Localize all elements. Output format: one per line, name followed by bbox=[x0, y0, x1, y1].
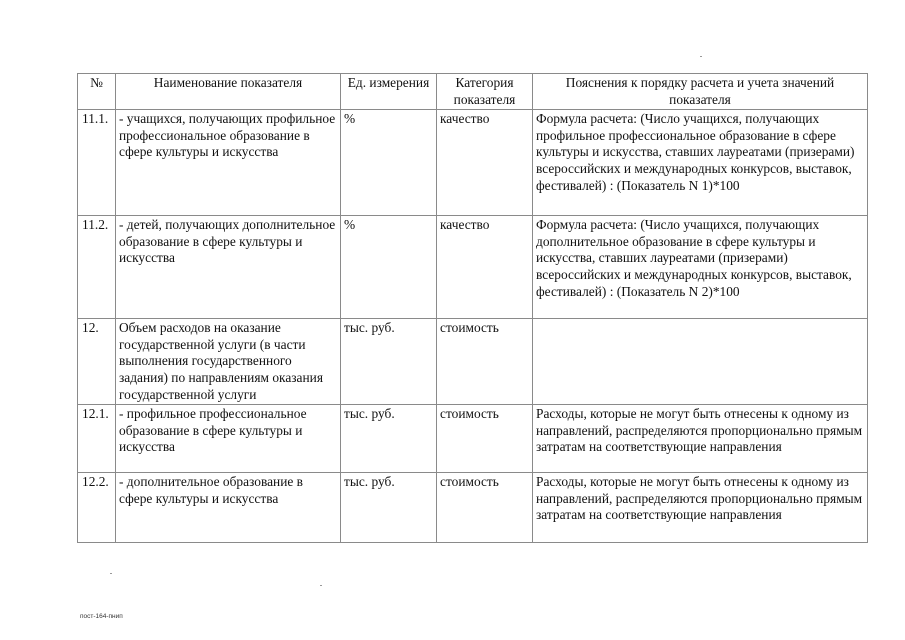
indicators-table bbox=[77, 73, 868, 543]
row-indicator-name: - детей, получающих дополнительное образование в сфере культуры и искусства bbox=[116, 216, 341, 319]
row-category: качество bbox=[437, 216, 533, 319]
row-unit: % bbox=[341, 110, 437, 216]
header-explanation: Пояснения к порядку расчета и учета значений показателя bbox=[533, 74, 868, 110]
header-number: № bbox=[78, 74, 116, 110]
table-header-row bbox=[78, 74, 868, 110]
scan-speck bbox=[700, 56, 702, 57]
header-indicator-name: Наименование показателя bbox=[116, 74, 341, 110]
row-explanation: Расходы, которые не могут быть отнесены к одному из направлений, распределяются пропорционально прямым затратам на соответствующие направления bbox=[533, 405, 868, 473]
row-number: 12.1. bbox=[78, 405, 116, 473]
row-explanation: Формула расчета: (Число учащихся, получающих дополнительное образование в сфере культуры и искусства, ставших лауреатами (призерами) всероссийских и международных конкурсов, выставок, фестивалей) : (Показатель N 2)*100 bbox=[533, 216, 868, 319]
row-unit: % bbox=[341, 216, 437, 319]
row-unit: тыс. руб. bbox=[341, 473, 437, 543]
row-indicator-name: Объем расходов на оказание государственной услуги (в части выполнения государственного задания) по направлениям оказания государственной услуги bbox=[116, 319, 341, 405]
row-number: 11.1. bbox=[78, 110, 116, 216]
row-category: стоимость bbox=[437, 405, 533, 473]
row-explanation bbox=[533, 319, 868, 405]
row-category: качество bbox=[437, 110, 533, 216]
row-unit: тыс. руб. bbox=[341, 319, 437, 405]
row-indicator-name: - учащихся, получающих профильное профессиональное образование в сфере культуры и искусства bbox=[116, 110, 341, 216]
row-indicator-name: - профильное профессиональное образование в сфере культуры и искусства bbox=[116, 405, 341, 473]
table-row bbox=[78, 473, 868, 543]
row-number: 12. bbox=[78, 319, 116, 405]
table-row bbox=[78, 405, 868, 473]
row-category: стоимость bbox=[437, 319, 533, 405]
table-row bbox=[78, 110, 868, 216]
row-unit: тыс. руб. bbox=[341, 405, 437, 473]
table-row bbox=[78, 319, 868, 405]
row-category: стоимость bbox=[437, 473, 533, 543]
row-number: 12.2. bbox=[78, 473, 116, 543]
table-row bbox=[78, 216, 868, 319]
header-unit: Ед. измерения bbox=[341, 74, 437, 110]
row-explanation: Формула расчета: (Число учащихся, получающих профильное профессиональное образование в сфере культуры и искусства, ставших лауреатами (призерами) всероссийских и международных конкурсов, выставок, фестивалей) : (Показатель N 1)*100 bbox=[533, 110, 868, 216]
scan-speck bbox=[320, 585, 322, 586]
row-number: 11.2. bbox=[78, 216, 116, 319]
scan-speck bbox=[110, 573, 112, 574]
header-category: Категория показателя bbox=[437, 74, 533, 110]
row-explanation: Расходы, которые не могут быть отнесены к одному из направлений, распределяются пропорционально прямым затратам на соответствующие направления bbox=[533, 473, 868, 543]
row-indicator-name: - дополнительное образование в сфере культуры и искусства bbox=[116, 473, 341, 543]
file-mark: пост-164-пнип bbox=[80, 613, 123, 620]
